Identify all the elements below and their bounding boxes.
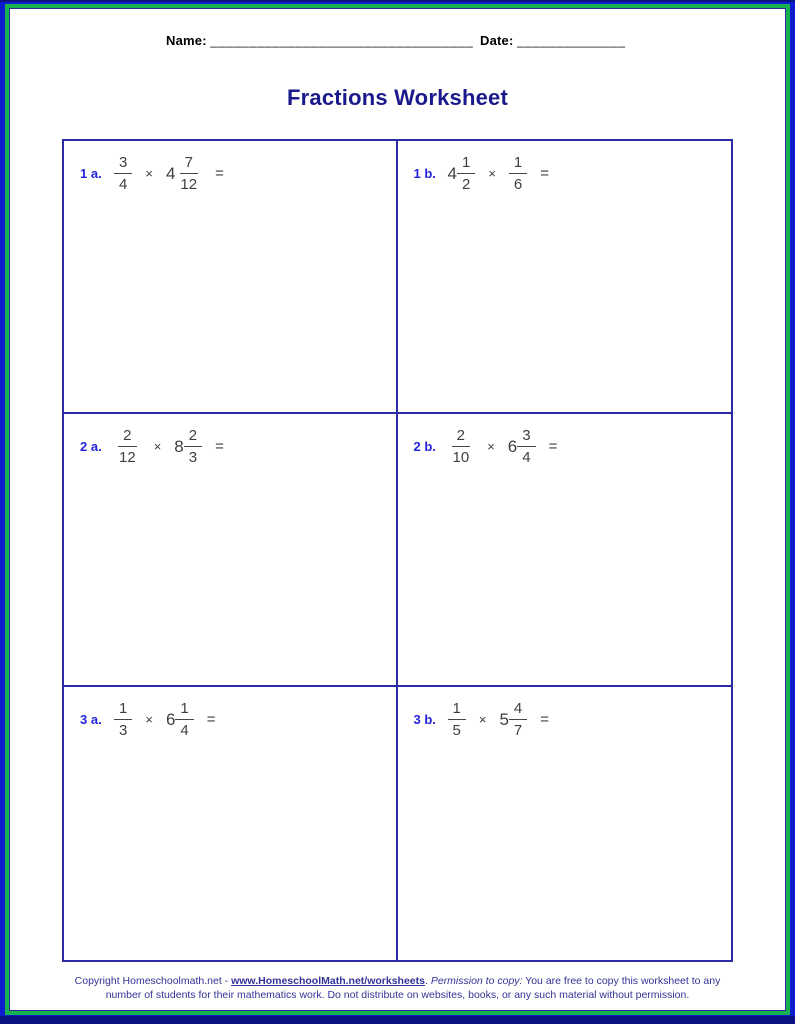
problem-label: 1 b. [413, 166, 436, 182]
multiply-sign: × [153, 439, 162, 455]
numerator: 2 [452, 427, 470, 447]
problem-expression [448, 700, 550, 740]
whole-number: 4 [447, 163, 457, 183]
problem-label: 2 a. [80, 439, 102, 455]
denominator: 4 [180, 722, 189, 740]
fraction [175, 700, 193, 740]
whole-number: 4 [165, 163, 176, 183]
page-title: Fractions Worksheet [286, 85, 508, 110]
fraction [175, 154, 202, 194]
date-label: Date: [480, 33, 514, 48]
problem-row [80, 154, 396, 194]
whole-number: 6 [507, 436, 518, 456]
denominator: 3 [188, 449, 198, 467]
bottom-navy-bar [0, 1016, 795, 1024]
numerator: 2 [184, 427, 202, 447]
problem-cell-3a [64, 687, 398, 960]
top-navy-bar [0, 0, 795, 2]
problems-grid [62, 139, 733, 962]
multiply-sign: × [488, 166, 496, 182]
problem-row [80, 700, 396, 740]
fraction [509, 154, 527, 194]
operand-second [508, 427, 536, 467]
equals-sign: = [540, 165, 550, 183]
numerator: 1 [457, 154, 475, 174]
fraction [457, 154, 475, 194]
denominator: 6 [513, 176, 523, 194]
whole-number: 8 [174, 436, 184, 456]
denominator: 7 [513, 722, 523, 740]
whole-number: 6 [165, 709, 176, 729]
numerator: 3 [114, 154, 132, 174]
fraction [184, 427, 202, 467]
multiply-sign: × [145, 712, 153, 728]
problem-cell-1b [398, 141, 732, 414]
numerator: 1 [114, 700, 132, 720]
numerator: 4 [509, 700, 527, 720]
operand-second [166, 154, 202, 194]
operand-first [114, 700, 132, 740]
footer-dot: . [424, 974, 431, 987]
problem-cell-1a [64, 141, 398, 414]
operand-first [448, 154, 476, 194]
fraction [114, 154, 132, 194]
problem-label: 1 a. [80, 166, 102, 182]
fraction [114, 427, 141, 467]
footer-line-2: number of students for their mathematics work. Do not distribute on websites, books, or any such material without permission. [105, 989, 690, 1002]
problem-expression [448, 154, 550, 194]
denominator: 12 [180, 176, 198, 194]
worksheet-page [10, 9, 785, 1010]
fraction [114, 700, 132, 740]
problem-label: 2 b. [413, 439, 436, 455]
problem-row [414, 154, 732, 194]
problem-cell-3b [398, 687, 732, 960]
equals-sign: = [540, 711, 550, 729]
problem-row [414, 427, 732, 467]
problem-expression [114, 427, 224, 467]
footer-website-link: www.HomeschoolMath.net/worksheets [231, 974, 425, 987]
problem-expression [114, 700, 216, 740]
equals-sign: = [215, 438, 224, 456]
denominator: 12 [119, 449, 136, 467]
operand-second [174, 427, 202, 467]
fraction [509, 700, 527, 740]
numerator: 1 [509, 154, 527, 174]
problem-label: 3 a. [80, 712, 102, 728]
problem-expression [448, 427, 558, 467]
denominator: 3 [119, 722, 128, 740]
numerator: 3 [517, 427, 535, 447]
operand-first [448, 427, 475, 467]
multiply-sign: × [478, 712, 487, 728]
problem-cell-2a [64, 414, 398, 687]
denominator: 5 [452, 722, 461, 740]
copyright-footer [10, 974, 785, 1003]
multiply-sign: × [487, 439, 495, 455]
date-field [480, 33, 625, 48]
equals-sign: = [206, 711, 216, 729]
denominator: 2 [461, 176, 471, 194]
denominator: 10 [452, 449, 470, 467]
operand-first [114, 427, 141, 467]
problem-row [414, 700, 732, 740]
numerator: 1 [448, 700, 466, 720]
name-label: Name: [166, 33, 207, 48]
problem-row [80, 427, 396, 467]
fraction [448, 700, 466, 740]
footer-permission-text: You are free to copy this worksheet to any [522, 974, 721, 987]
numerator: 7 [180, 154, 198, 174]
footer-permission-label: Permission to copy: [430, 974, 523, 987]
numerator: 1 [175, 700, 193, 720]
denominator: 4 [522, 449, 531, 467]
problem-label: 3 b. [413, 712, 436, 728]
numerator: 2 [118, 427, 136, 447]
multiply-sign: × [145, 166, 153, 182]
worksheet-frame [5, 4, 790, 1015]
footer-copyright-text: Copyright Homeschoolmath.net - [74, 974, 232, 987]
name-field [166, 33, 473, 48]
whole-number: 5 [499, 709, 509, 729]
date-blank-line: ______________ [517, 33, 626, 48]
operand-first [448, 700, 466, 740]
operand-second [499, 700, 527, 740]
problem-cell-2b [398, 414, 732, 687]
footer-line-1 [10, 974, 785, 989]
operand-first [114, 154, 132, 194]
operand-second [166, 700, 194, 740]
denominator: 4 [119, 176, 128, 194]
fraction [517, 427, 535, 467]
problem-expression [114, 154, 224, 194]
equals-sign: = [215, 165, 224, 183]
equals-sign: = [548, 438, 558, 456]
fraction [448, 427, 475, 467]
operand-second [509, 154, 527, 194]
name-blank-line: __________________________________ [210, 33, 474, 48]
